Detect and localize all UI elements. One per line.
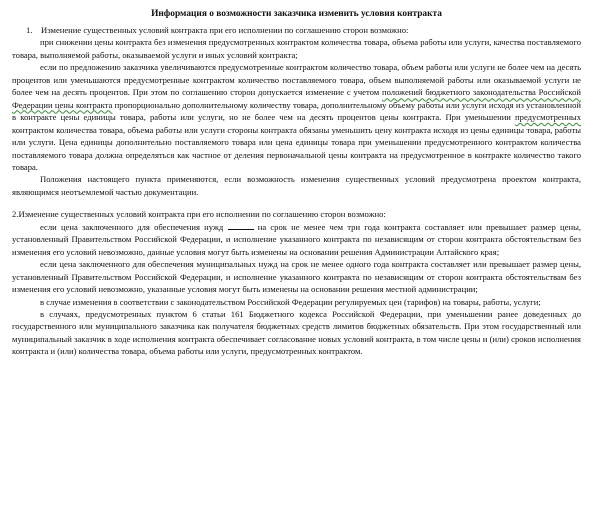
section-2-paragraph-3: в случае изменения в соответствии с законодательством Российской Федерации регулируемых цен (тарифов) на товары, работы, услуги; [40,296,541,307]
section-2-heading: 2.Изменение существенных условий контракта при его исполнении по соглашению сторон возможно: [12,209,386,220]
section-2-paragraph-1-part-b: на срок не менее чем три года контракта составляет или превышает размер цены, установленный Правительством Российской Федерации, и исполнение указанного контракта по независящим от сторон контракта обстоятельствам без изменения его условий невозможно, данные условия могут быть изменены на основании решения Администрации Алтайского края; [12,221,581,257]
section-2-paragraph-2: если цена заключенного для обеспечения муниципальных нужд на срок не менее одного года контракта составляет или превышает размер цены, установленный Правительством Российской Федерации, и исполнение указанного контракта по независящим от сторон контракта обстоятельствам без изменения его условий невозможно, указанные условия могут быть изменены на основании решения местной администрации; [12,259,581,295]
section-1-heading: 1. Изменение существенных условий контракта при его исполнении по соглашению сторон возможно: [26,25,409,35]
document-title: Информация о возможности заказчика изменить условия контракта [151,9,442,19]
budget-law-reference: положений бюджетного законодательства Российской Федерации цены контракта [12,87,582,110]
section-1-paragraph-2-part-b: пропорционально дополнительному количеству товара, дополнительному объему работы или услуги исходя из установленной в контракте цены единицы товара, работы или услуги, но не более чем на десять процентов цены контракта. При уменьшении [12,99,581,123]
section-1-paragraph-2-part-c: контрактом количества товара, объема работы или услуги стороны контракта обязаны уменьшить цену контракта исходя из цены единицы товара, работы или услуги. Цена единицы дополнительно поставляемого товара или цена единицы товара при уменьшении предусмотренного контрактом количества поставляемого товара должна определяться как частное от деления первоначальной цены контракта на предусмотренное в контракте количество такого товара. [12,124,581,172]
section-spacer [12,198,581,208]
section-2-paragraph-1-part-a: если цена заключенного для обеспечения нужд [40,221,228,232]
section-1-paragraph-1: при снижении цены контракта без изменения предусмотренных контрактом количества товара, объема работы или услуги, качества поставляемого товара, выполняемой работы, оказываемой услуги и иных условий контракта; [12,37,581,60]
section-1-paragraph-3: Положения настоящего пункта применяются, если возможность изменения существенных условий предусмотрена проектом контракта, являющимся неотъемлемой частью документации. [12,174,581,197]
underlined-word: предусмотренных [515,112,581,123]
section-1-paragraph-2-part-a: если по предложению заказчика увеличиваются предусмотренные контрактом количество товара, объем работы или услуги не более чем на десять процентов или уменьшаются предусмотренные контрактом количество поставляемого товара, объем выполняемой работы или оказываемой услуги не более чем на десять процентов. При этом по соглашению сторон допускается изменение с учетом [12,62,581,98]
section-2-paragraph-4: в случаях, предусмотренных пунктом 6 статьи 161 Бюджетного кодекса Российской Федерации, при уменьшении ранее доведенных до государственного или муниципального заказчика как получателя бюджетных средств лимитов бюджетных обязательств. При этом государственный или муниципальный заказчик в ходе исполнения контракта обеспечивает согласование новых условий контракта, в том числе цены и (или) сроков исполнения контракта и (или) количества товара, объема работы или услуги, предусмотренных контрактом. [12,308,581,357]
section-1-paragraph-2 [12,61,581,173]
blank-fill-line [228,221,254,230]
section-2-paragraph-1 [12,221,581,258]
